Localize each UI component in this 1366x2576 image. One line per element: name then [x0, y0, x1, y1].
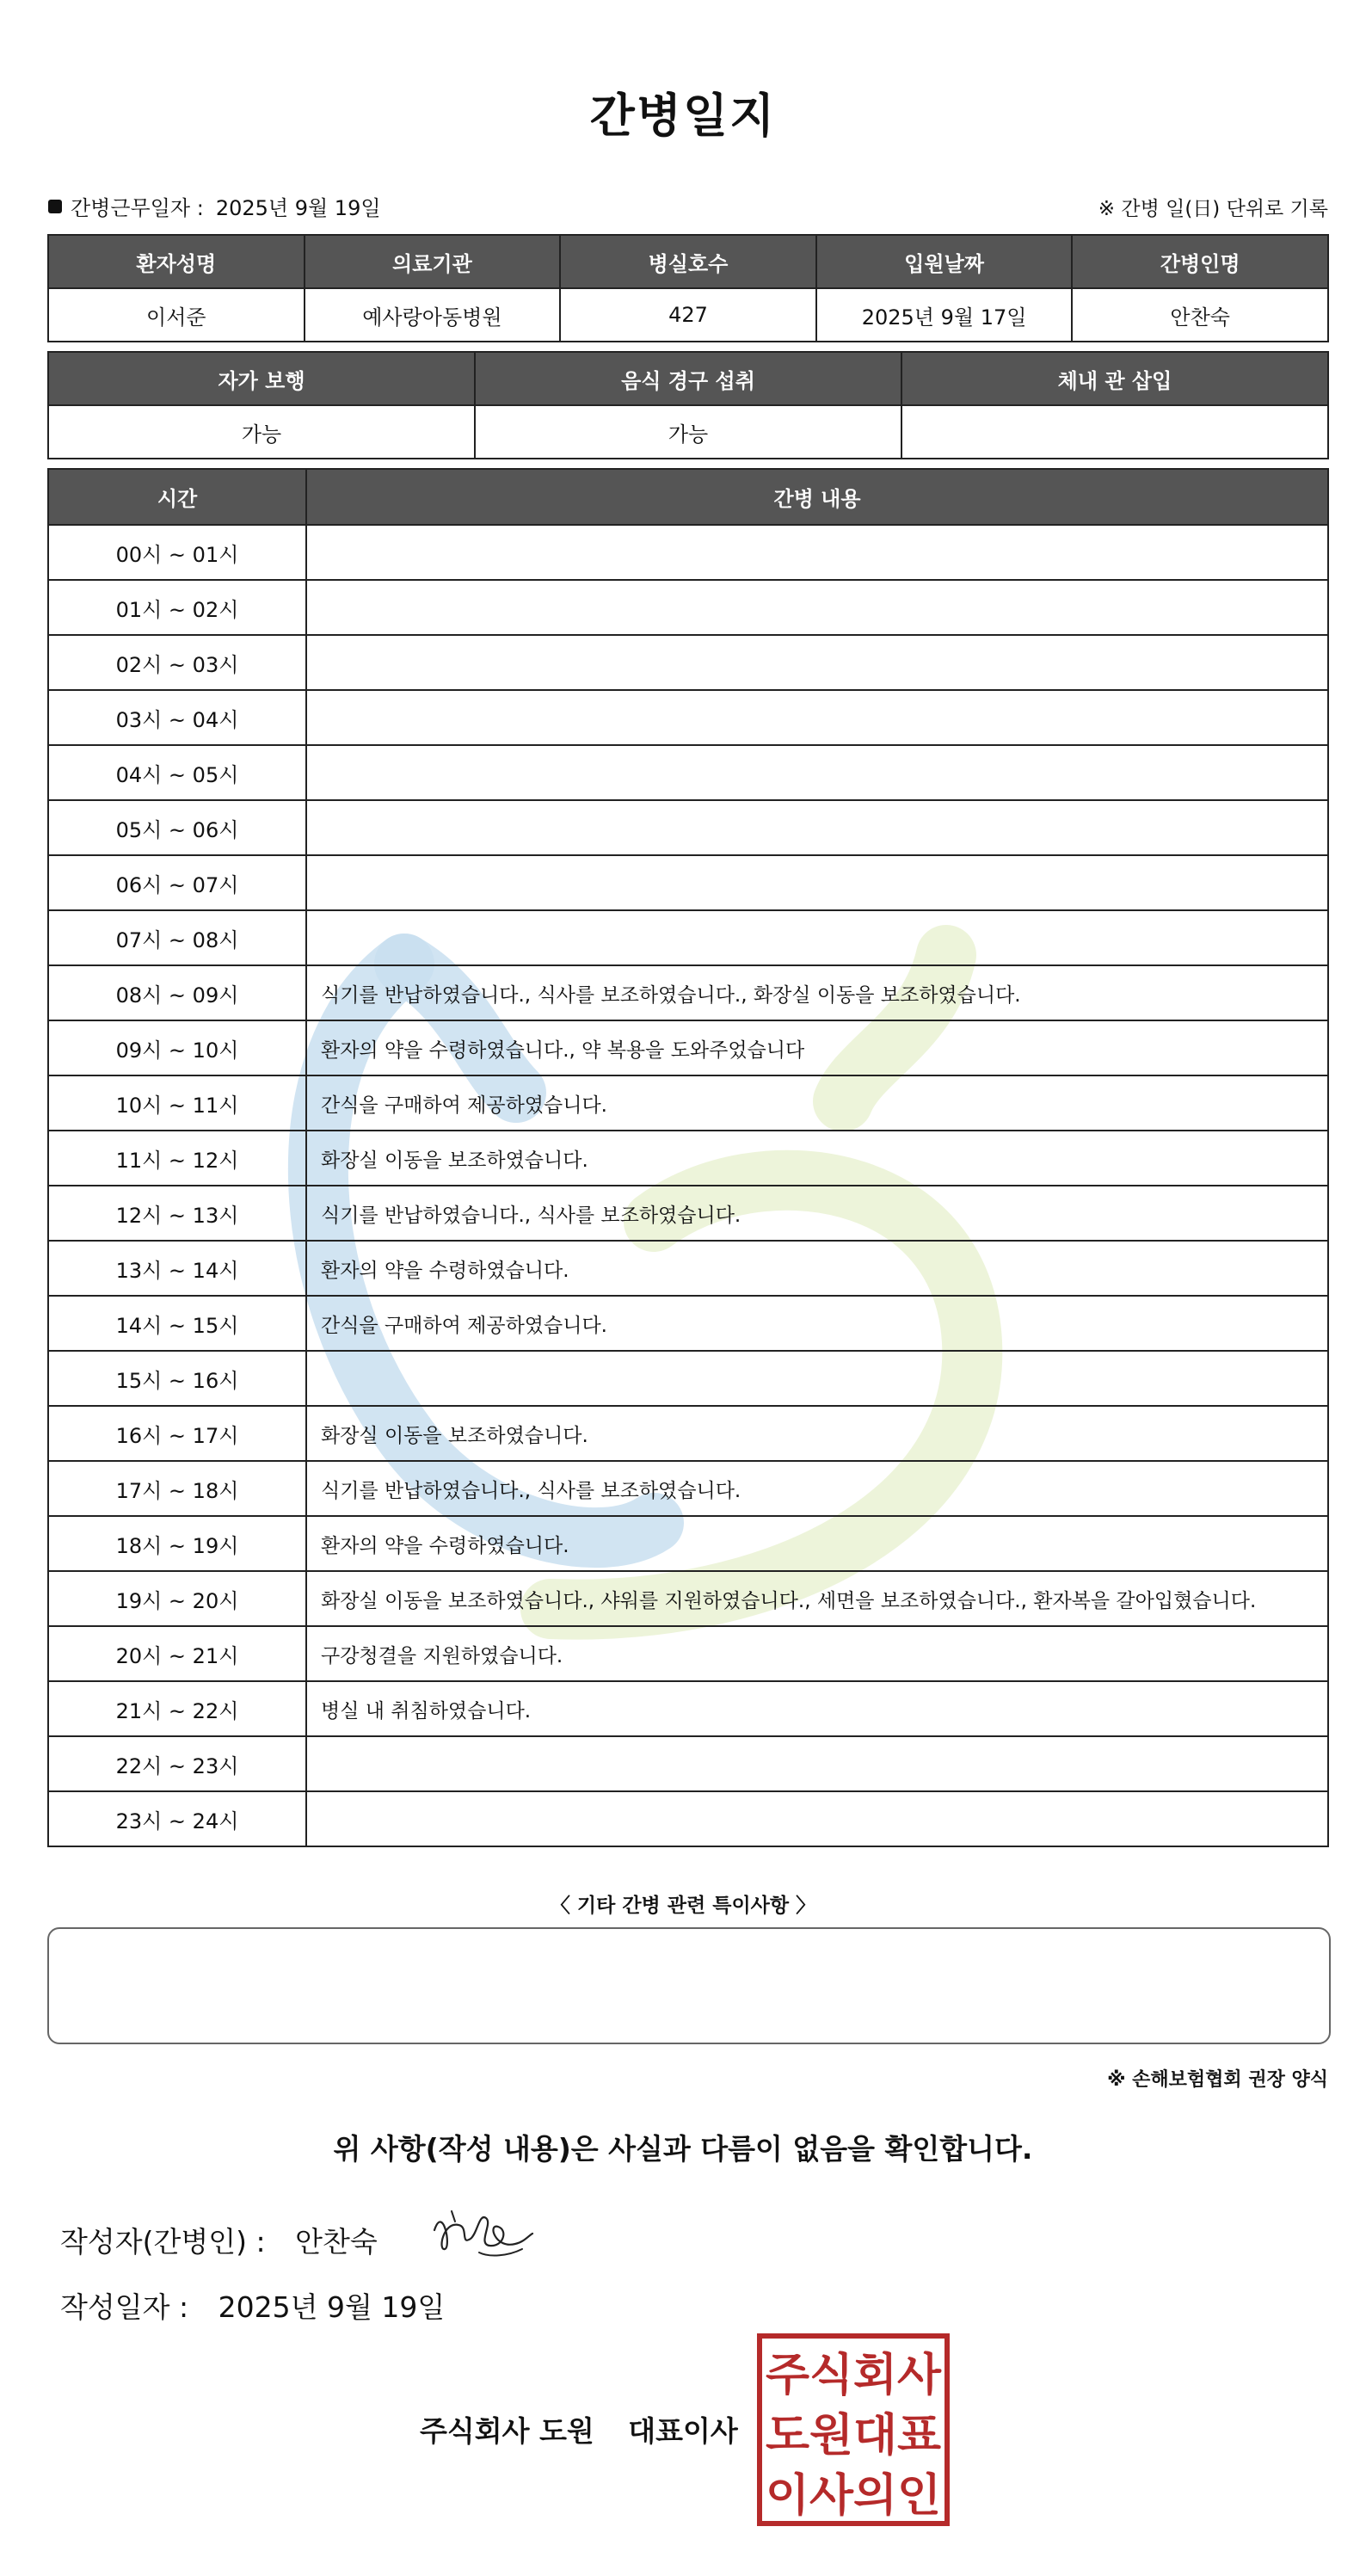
- written-date-line: [60, 2285, 445, 2326]
- care-log-table: [47, 468, 1329, 1847]
- remarks-title: 〈 기타 간병 관련 특이사항 〉: [550, 1895, 816, 1917]
- header-care-content: 간병 내용: [306, 469, 1328, 525]
- log-time: 05시 ~ 06시: [48, 800, 306, 855]
- log-row: [48, 580, 1328, 635]
- log-time: 11시 ~ 12시: [48, 1131, 306, 1186]
- log-content: [306, 1736, 1328, 1791]
- log-time: 10시 ~ 11시: [48, 1075, 306, 1131]
- hospital-name: 예사랑아동병원: [305, 288, 561, 342]
- work-date: [48, 191, 381, 221]
- log-content: [306, 1351, 1328, 1406]
- header-time: 시간: [48, 469, 306, 525]
- tube-insertion-value: [901, 405, 1328, 459]
- log-content: 병실 내 취침하였습니다.: [306, 1681, 1328, 1736]
- log-time: 16시 ~ 17시: [48, 1406, 306, 1461]
- header-room-number: 병실호수: [560, 235, 816, 288]
- log-content: 구강청결을 지원하였습니다.: [306, 1626, 1328, 1681]
- bullet-square-icon: [48, 200, 62, 213]
- log-time: 06시 ~ 07시: [48, 855, 306, 910]
- log-content: 환자의 약을 수령하였습니다.: [306, 1241, 1328, 1296]
- log-content: [306, 525, 1328, 580]
- admission-date: 2025년 9월 17일: [816, 288, 1073, 342]
- log-content: 식기를 반납하였습니다., 식사를 보조하였습니다., 화장실 이동을 보조하였습니다.: [306, 965, 1328, 1020]
- log-content: 화장실 이동을 보조하였습니다.: [306, 1131, 1328, 1186]
- log-time: 04시 ~ 05시: [48, 745, 306, 800]
- log-time: 23시 ~ 24시: [48, 1791, 306, 1846]
- document-title: 간병일지: [589, 89, 777, 143]
- log-time: 12시 ~ 13시: [48, 1186, 306, 1241]
- log-time: 20시 ~ 21시: [48, 1626, 306, 1681]
- log-row: [48, 1406, 1328, 1461]
- log-row: [48, 690, 1328, 745]
- log-content: [306, 635, 1328, 690]
- log-time: 18시 ~ 19시: [48, 1516, 306, 1571]
- ceo-title: 대표이사: [628, 2414, 738, 2448]
- log-row: [48, 1461, 1328, 1516]
- log-row: [48, 910, 1328, 965]
- log-time: 22시 ~ 23시: [48, 1736, 306, 1791]
- confirmation-statement: 위 사항(작성 내용)은 사실과 다름이 없음을 확인합니다.: [333, 2132, 1033, 2166]
- log-content: 식기를 반납하였습니다., 식사를 보조하였습니다.: [306, 1186, 1328, 1241]
- log-content: 환자의 약을 수령하였습니다., 약 복용을 도와주었습니다: [306, 1020, 1328, 1075]
- self-walking-value: 가능: [48, 405, 475, 459]
- room-number: 427: [560, 288, 816, 342]
- log-time: 17시 ~ 18시: [48, 1461, 306, 1516]
- log-content: [306, 580, 1328, 635]
- log-content: [306, 910, 1328, 965]
- log-row: [48, 1516, 1328, 1571]
- log-row: [48, 635, 1328, 690]
- log-time: 02시 ~ 03시: [48, 635, 306, 690]
- log-content: [306, 745, 1328, 800]
- written-date-value: 2025년 9월 19일: [218, 2290, 446, 2324]
- signature-image: [426, 2196, 538, 2265]
- work-date-label: 간병근무일자 :: [71, 196, 204, 220]
- log-time: 01시 ~ 02시: [48, 580, 306, 635]
- log-content: 식기를 반납하였습니다., 식사를 보조하였습니다.: [306, 1461, 1328, 1516]
- work-date-value: 2025년 9월 19일: [215, 196, 381, 220]
- log-row: [48, 1571, 1328, 1626]
- log-row: [48, 855, 1328, 910]
- log-content: 화장실 이동을 보조하였습니다., 샤워를 지원하였습니다., 세면을 보조하였습니다., 환자복을 갈아입혔습니다.: [306, 1571, 1328, 1626]
- remarks-box: [47, 1927, 1331, 2044]
- log-content: [306, 690, 1328, 745]
- log-row: [48, 745, 1328, 800]
- written-date-label: 작성일자 :: [60, 2290, 189, 2324]
- log-row: [48, 1186, 1328, 1241]
- log-content: [306, 855, 1328, 910]
- log-time: 09시 ~ 10시: [48, 1020, 306, 1075]
- log-time: 14시 ~ 15시: [48, 1296, 306, 1351]
- header-hospital: 의료기관: [305, 235, 561, 288]
- header-self-walking: 자가 보행: [48, 352, 475, 405]
- form-source-note: ※ 손해보험협회 권장 양식: [1107, 2069, 1328, 2091]
- writer-name: 안찬숙: [295, 2225, 378, 2259]
- header-caregiver-name: 간병인명: [1072, 235, 1328, 288]
- header-tube-insertion: 체내 관 삽입: [901, 352, 1328, 405]
- caregiver-name: 안찬숙: [1072, 288, 1328, 342]
- log-time: 03시 ~ 04시: [48, 690, 306, 745]
- log-content: [306, 1791, 1328, 1846]
- log-row: [48, 1736, 1328, 1791]
- patient-name: 이서준: [48, 288, 305, 342]
- svg-text:이사의인: 이사의인: [766, 2470, 941, 2522]
- log-time: 08시 ~ 09시: [48, 965, 306, 1020]
- svg-text:주식회사: 주식회사: [766, 2350, 942, 2401]
- company-signature-line: [420, 2409, 738, 2450]
- log-row: [48, 1351, 1328, 1406]
- log-content: [306, 800, 1328, 855]
- header-oral-intake: 음식 경구 섭취: [475, 352, 901, 405]
- log-time: 15시 ~ 16시: [48, 1351, 306, 1406]
- patient-status-table: [47, 351, 1329, 459]
- log-row: [48, 1626, 1328, 1681]
- log-row: [48, 1791, 1328, 1846]
- company-seal-stamp: [757, 2333, 950, 2526]
- daily-record-note: ※ 간병 일(日) 단위로 기록: [1098, 198, 1328, 220]
- log-content: 화장실 이동을 보조하였습니다.: [306, 1406, 1328, 1461]
- log-row: [48, 965, 1328, 1020]
- log-time: 00시 ~ 01시: [48, 525, 306, 580]
- patient-info-table: [47, 234, 1329, 342]
- log-row: [48, 1296, 1328, 1351]
- log-content: 간식을 구매하여 제공하였습니다.: [306, 1075, 1328, 1131]
- log-content: 간식을 구매하여 제공하였습니다.: [306, 1296, 1328, 1351]
- log-row: [48, 800, 1328, 855]
- log-content: 환자의 약을 수령하였습니다.: [306, 1516, 1328, 1571]
- log-row: [48, 1241, 1328, 1296]
- log-time: 07시 ~ 08시: [48, 910, 306, 965]
- oral-intake-value: 가능: [475, 405, 901, 459]
- log-row: [48, 1075, 1328, 1131]
- header-patient-name: 환자성명: [48, 235, 305, 288]
- log-row: [48, 1681, 1328, 1736]
- log-row: [48, 525, 1328, 580]
- header-admission-date: 입원날짜: [816, 235, 1073, 288]
- log-time: 21시 ~ 22시: [48, 1681, 306, 1736]
- writer-label: 작성자(간병인) :: [60, 2225, 266, 2259]
- log-time: 19시 ~ 20시: [48, 1571, 306, 1626]
- log-row: [48, 1020, 1328, 1075]
- company-name: 주식회사 도원: [420, 2414, 594, 2448]
- writer-line: [60, 2220, 378, 2260]
- svg-text:도원대표: 도원대표: [766, 2410, 941, 2462]
- log-time: 13시 ~ 14시: [48, 1241, 306, 1296]
- log-row: [48, 1131, 1328, 1186]
